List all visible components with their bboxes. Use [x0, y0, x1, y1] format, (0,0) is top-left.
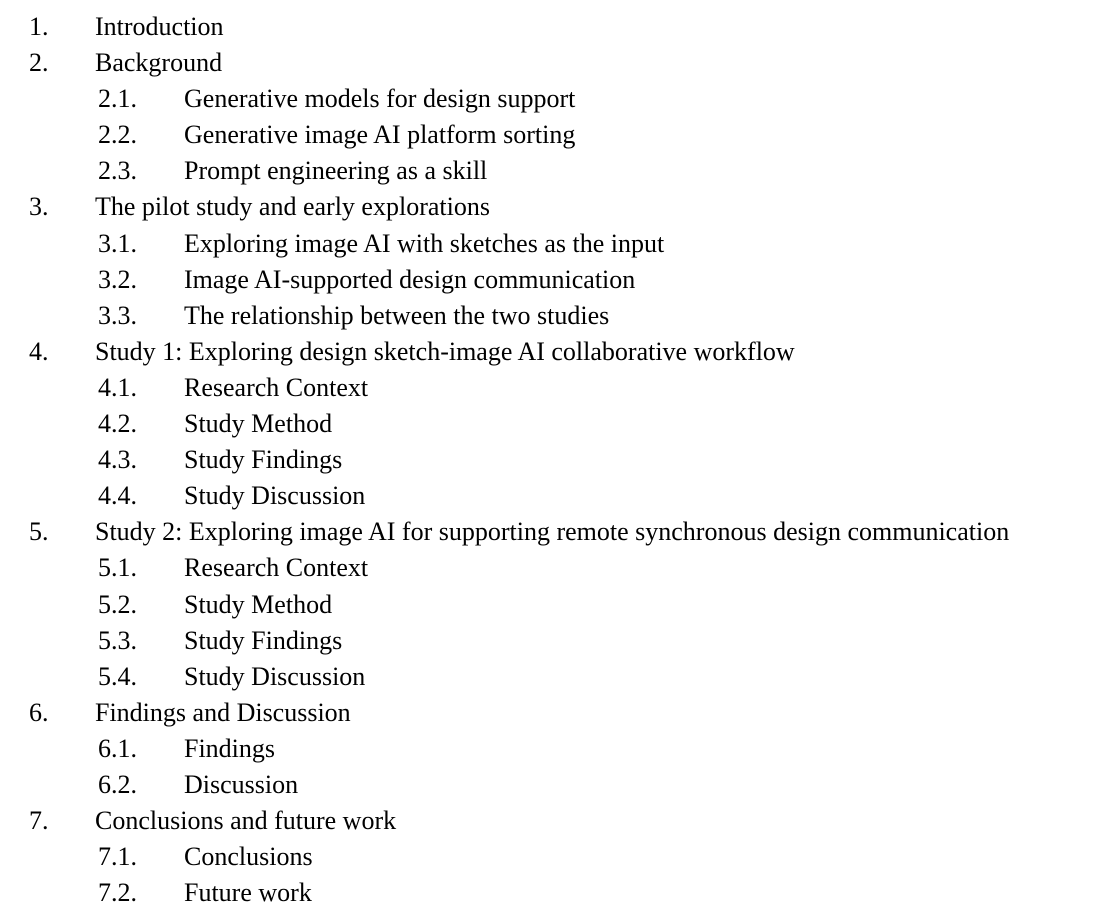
toc-subsection: [0, 731, 1114, 767]
section-number: 6.: [29, 697, 49, 727]
section-title: Findings and Discussion: [95, 697, 351, 727]
subsection-title: Conclusions: [184, 842, 313, 872]
subsection-number: 4.4.: [98, 481, 137, 511]
table-of-contents: [0, 9, 1114, 911]
toc-subsection: [0, 659, 1114, 695]
toc-subsection: [0, 406, 1114, 442]
subsection-number: 5.3.: [98, 625, 137, 655]
section-number: 4.: [29, 336, 49, 366]
section-title: Study 2: Exploring image AI for supporting remote synchronous design communication: [95, 517, 1010, 547]
section-number: 1.: [29, 12, 49, 41]
subsection-title: Image AI-supported design communication: [184, 264, 636, 294]
toc-subsection: [0, 226, 1114, 262]
toc-subsection: [0, 587, 1114, 623]
subsection-title: Generative models for design support: [184, 84, 576, 114]
subsection-title: Discussion: [184, 769, 299, 799]
toc-subsection: [0, 153, 1114, 189]
subsection-title: Findings: [184, 733, 276, 763]
subsection-number: 2.1.: [98, 84, 137, 114]
subsection-title: Research Context: [184, 372, 369, 402]
subsection-number: 5.2.: [98, 589, 137, 619]
subsection-number: 5.4.: [98, 661, 137, 691]
subsection-number: 3.2.: [98, 264, 137, 294]
subsection-number: 6.1.: [98, 733, 137, 763]
subsection-number: 7.1.: [98, 842, 137, 872]
subsection-number: 4.2.: [98, 409, 137, 439]
subsection-number: 2.3.: [98, 156, 137, 186]
section-title: Introduction: [95, 12, 224, 41]
section-number: 5.: [29, 517, 49, 547]
toc-section: [0, 695, 1114, 731]
subsection-title: Generative image AI platform sorting: [184, 120, 576, 150]
subsection-title: Study Discussion: [184, 481, 366, 511]
toc-section: [0, 514, 1114, 550]
subsection-number: 3.3.: [98, 300, 137, 330]
subsection-number: 4.1.: [98, 372, 137, 402]
subsection-title: Prompt engineering as a skill: [184, 156, 488, 186]
section-number: 3.: [29, 192, 49, 222]
toc-section: [0, 45, 1114, 81]
toc-subsection: [0, 623, 1114, 659]
section-number: 7.: [29, 806, 49, 836]
toc-subsection: [0, 262, 1114, 298]
section-title: The pilot study and early explorations: [95, 192, 490, 222]
subsection-number: 4.3.: [98, 445, 137, 475]
toc-subsection: [0, 839, 1114, 875]
subsection-title: Study Method: [184, 409, 333, 439]
section-title: Conclusions and future work: [95, 806, 397, 836]
subsection-number: 6.2.: [98, 769, 137, 799]
toc-subsection: [0, 550, 1114, 586]
toc-subsection: [0, 370, 1114, 406]
subsection-number: 7.2.: [98, 878, 137, 908]
subsection-title: Study Discussion: [184, 661, 366, 691]
subsection-number: 5.1.: [98, 553, 137, 583]
toc-section: [0, 9, 1114, 45]
toc-section: [0, 334, 1114, 370]
toc-subsection: [0, 298, 1114, 334]
toc-subsection: [0, 875, 1114, 911]
toc-subsection: [0, 442, 1114, 478]
section-number: 2.: [29, 48, 49, 78]
subsection-title: Research Context: [184, 553, 369, 583]
subsection-title: The relationship between the two studies: [184, 300, 610, 330]
subsection-title: Exploring image AI with sketches as the input: [184, 228, 665, 258]
section-title: Background: [95, 48, 223, 78]
toc-subsection: [0, 81, 1114, 117]
section-title: Study 1: Exploring design sketch-image AI collaborative workflow: [95, 336, 795, 366]
toc-subsection: [0, 478, 1114, 514]
toc-section: [0, 803, 1114, 839]
toc-section: [0, 189, 1114, 225]
subsection-title: Study Findings: [184, 445, 343, 475]
subsection-number: 2.2.: [98, 120, 137, 150]
subsection-title: Study Method: [184, 589, 333, 619]
subsection-title: Study Findings: [184, 625, 343, 655]
toc-subsection: [0, 117, 1114, 153]
subsection-number: 3.1.: [98, 228, 137, 258]
toc-subsection: [0, 767, 1114, 803]
subsection-title: Future work: [184, 878, 312, 908]
